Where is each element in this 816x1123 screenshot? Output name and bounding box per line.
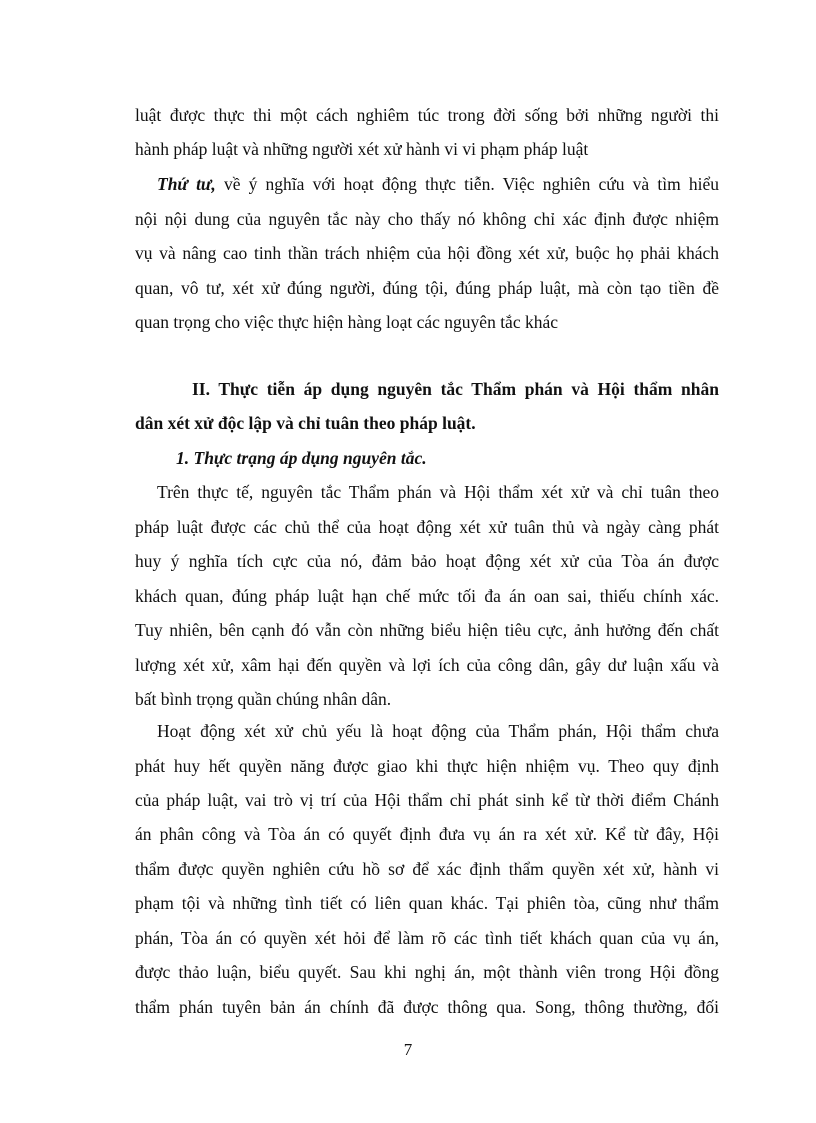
text-line: quan, vô tư, xét xử đúng người, đúng tội, đúng pháp luật, mà còn tạo tiền đề — [135, 278, 719, 298]
text-line: của pháp luật, vai trò vị trí của Hội thẩm chỉ phát sinh kể từ thời điểm Chánh — [135, 790, 719, 810]
text-line: lượng xét xử, xâm hại đến quyền và lợi ích của công dân, gây dư luận xấu và — [135, 655, 719, 675]
text-line: Trên thực tế, nguyên tắc Thẩm phán và Hội thẩm xét xử và chỉ tuân theo — [157, 482, 719, 502]
text-line: huy ý nghĩa tích cực của nó, đảm bảo hoạt động xét xử của Tòa án được — [135, 551, 719, 571]
text-line: quan trọng cho việc thực hiện hàng loạt các nguyên tắc khác — [135, 312, 558, 332]
text-line: nội nội dung của nguyên tắc này cho thấy nó không chỉ xác định được nhiệm — [135, 209, 719, 229]
text-line: pháp luật được các chủ thể của hoạt động xét xử tuân thủ và ngày càng phát — [135, 517, 719, 537]
text-line — [157, 173, 719, 195]
text-line: khách quan, đúng pháp luật hạn chế mức tối đa án oan sai, thiếu chính xác. — [135, 586, 719, 606]
lead-phrase: Thứ tư, — [157, 174, 216, 194]
text-line: Tuy nhiên, bên cạnh đó vẫn còn những biểu hiện tiêu cực, ảnh hưởng đến chất — [135, 620, 719, 640]
text-line: thẩm được quyền nghiên cứu hồ sơ để xác định thẩm quyền xét xử, hành vi — [135, 859, 719, 879]
subheading: 1. Thực trạng áp dụng nguyên tắc. — [176, 448, 427, 468]
text-line: được thảo luận, biểu quyết. Sau khi nghị án, một thành viên trong Hội đồng — [135, 962, 719, 982]
section-heading: II. Thực tiễn áp dụng nguyên tắc Thẩm phán và Hội thẩm nhân — [192, 379, 719, 399]
page-number: 7 — [403, 1040, 413, 1059]
text-line: phát huy hết quyền năng được giao khi thực hiện nhiệm vụ. Theo quy định — [135, 756, 719, 776]
text-line: hành pháp luật và những người xét xử hành vi vi phạm pháp luật — [135, 139, 589, 159]
text-line: Hoạt động xét xử chủ yếu là hoạt động của Thẩm phán, Hội thẩm chưa — [157, 721, 719, 741]
text-line: phạm tội và những tình tiết có liên quan khác. Tại phiên tòa, cũng như thẩm — [135, 893, 719, 913]
section-heading: dân xét xử độc lập và chỉ tuân theo pháp luật. — [135, 413, 476, 433]
text-line: bất bình trọng quần chúng nhân dân. — [135, 689, 392, 709]
text-line: luật được thực thi một cách nghiêm túc trong đời sống bởi những người thi — [135, 105, 719, 125]
text-line: phán, Tòa án có quyền xét hỏi để làm rõ các tình tiết khách quan của vụ án, — [135, 928, 719, 948]
text-line: án phân công và Tòa án có quyết định đưa vụ án ra xét xử. Kể từ đây, Hội — [135, 824, 719, 844]
text-line: vụ và nâng cao tinh thần trách nhiệm của hội đồng xét xử, buộc họ phải khách — [135, 243, 719, 263]
text-line: thẩm phán tuyên bản án chính đã được thông qua. Song, thông thường, đối — [135, 997, 719, 1017]
text-run: về ý nghĩa với hoạt động thực tiễn. Việc nghiên cứu và tìm hiểu — [215, 174, 719, 194]
